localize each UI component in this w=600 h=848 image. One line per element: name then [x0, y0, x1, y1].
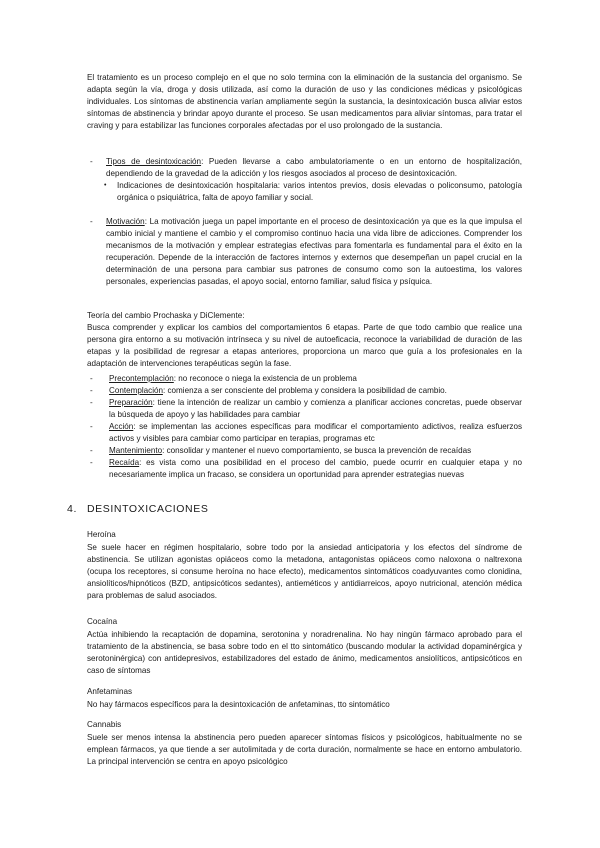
teoria-body-text: Busca comprender y explicar los cambios del comportamientos 6 etapas. Parte de que todo cambio que realice una persona gira entorno a su motivación intrínseca y su nivel de autoeficacia, reconoce la variabilidad de duración de las etapas y la posibilidad de regresar a etapas anteriores, proporciona un marco que guía a los profesionales en la adaptación de intervenciones terapéuticas según la fase.	[87, 323, 522, 368]
bullet-dash: -	[90, 458, 93, 467]
bullet-dash: -	[90, 422, 93, 431]
drug-block-cocaina	[87, 616, 522, 677]
stage-item	[90, 385, 522, 397]
teoria-body	[87, 322, 522, 370]
bullet-dash: -	[90, 398, 93, 407]
stage-item	[90, 397, 522, 421]
stage-text: : consolidar y mantener el nuevo comportamiento, se busca la prevención de recaídas	[162, 446, 472, 455]
drug-title: Anfetaminas	[87, 687, 132, 696]
stage-term: Contemplación	[109, 386, 163, 395]
stage-paragraph	[109, 397, 522, 421]
stage-item	[90, 373, 522, 385]
sub-bullet-marker: •	[104, 182, 107, 189]
stage-item	[90, 445, 522, 457]
stage-item	[90, 457, 522, 481]
indicaciones-text: Indicaciones de desintoxicación hospitalaria: varios intentos previos, dosis elevadas o policonsumo, patología orgánica o psiquiátrica, falta de apoyo familiar y social.	[117, 181, 522, 202]
drug-text: Se suele hacer en régimen hospitalario, sobre todo por la ansiedad anticipatoria y los efectos del síndrome de abstinencia. Se utilizan agonistas opiáceos como la metadona, antagonistas opiáceos como naloxona o naltrexona (ocupa los receptores, si consume heroína no hace efecto), medicamentos sintomáticos coadyuvantes como clonidina, ansiolíticos/hipnóticos (BZD, antipsicóticos sedantes), antieméticos y antidiarreicos, apoyo nutricional, atención médica para problemas de salud asociados.	[87, 543, 522, 600]
bullet-dash: -	[90, 386, 93, 395]
stage-term: Acción	[109, 422, 134, 431]
stage-text: : tiene la intención de realizar un cambio y comienza a planificar acciones concretas, puede observar la búsqueda de apoyo y las habilidades para cambiar	[109, 398, 522, 419]
drug-block-anfetaminas	[87, 686, 522, 711]
stage-paragraph	[109, 457, 522, 481]
teoria-heading	[87, 310, 517, 322]
bullet-dash: -	[90, 217, 93, 226]
drug-text: Suele ser menos intensa la abstinencia pero pueden aparecer síntomas físicos y psicológicos, habitualmente no se emplean fármacos, ya que tiende a ser autolimitada y de corta duración, normalmente se hace en entorno ambulatorio. La principal intervención se centra en apoyo psicológico	[87, 733, 522, 766]
motivacion-text: : La motivación juega un papel importante en el proceso de desintoxicación ya que es la que impulsa el cambio inicial y mantiene el cambio y el compromiso continuo hacia una vida libre de adicciones. Comprender los mecanismos de la motivación y emplear estrategias efectivas para fomentarla es fundamental para el éxito en la recuperación. Depende de la interacción de factores internos y externos que desempeñan un papel crucial en la determinación de una persona para cambiar sus patrones de consumo como son la autoestima, los valores personales, experiencias pasadas, el apoyo social, entorno familiar, salud física y psíquica.	[106, 217, 522, 286]
tipos-term: Tipos de desintoxicación	[106, 157, 202, 166]
stages-list	[90, 373, 522, 481]
drug-title: Cannabis	[87, 720, 122, 729]
drug-text: No hay fármacos específicos para la desintoxicación de anfetaminas, tto sintomático	[87, 700, 390, 709]
stage-text: : es vista como una posibilidad en el proceso del cambio, puede ocurrir en cualquier etapa y no necesariamente implica un fracaso, se considera un oportunidad para aprender estrategias nuevas	[109, 458, 522, 479]
drug-title: Heroína	[87, 530, 116, 539]
stage-text: : comienza a ser consciente del problema y considera la posibilidad de cambio.	[163, 386, 447, 395]
tipos-paragraph	[106, 156, 522, 180]
sub-bullet-indicaciones	[104, 180, 522, 204]
motivacion-term: Motivación	[106, 217, 145, 226]
section-number: 4.	[67, 503, 77, 515]
intro-text: El tratamiento es un proceso complejo en el que no solo termina con la eliminación de la sustancia del organismo. Se adapta según la vía, droga y dosis utilizada, así como la duración de uso y las condiciones médicas y psicológicas individuales. Los síntomas de abstinencia varían ampliamente según la sustancia, la desintoxicación busca aliviar estos síntomas de abstinencia y brindar apoyo durante el proceso. Se usan medicamentos para aliviar síntomas, para tratar el craving y para estabilizar las funciones corporales afectadas por el uso prolongado de la sustancia.	[87, 73, 522, 130]
drug-block-cannabis	[87, 719, 522, 768]
stage-text: : se implementan las acciones específicas para modificar el comportamiento adictivos, realiza esfuerzos activos y visibles para cambiar como participar en terapias, programas etc	[109, 422, 522, 443]
section-title: DESINTOXICACIONES	[87, 503, 209, 515]
bullet-tipos-desintoxicacion	[90, 156, 522, 180]
bullet-dash: -	[90, 446, 93, 455]
stage-term: Mantenimiento	[109, 446, 163, 455]
stage-item	[90, 421, 522, 445]
bullet-dash: -	[90, 157, 93, 166]
drug-text: Actúa inhibiendo la recaptación de dopamina, serotonina y noradrenalina. No hay ningún fármaco aprobado para el tratamiento de la abstinencia, se basa sobre todo en el tto sintomático (buscando modular la actividad dopaminérgica y serotoninérgica) con antidepresivos, estabilizadores del estado de ánimo, medicamentos ansiolíticos, antipsicóticos en caso de síntomas	[87, 630, 522, 675]
stage-paragraph	[109, 373, 522, 385]
bullet-motivacion	[90, 216, 522, 288]
stage-paragraph	[109, 445, 522, 457]
motivacion-paragraph	[106, 216, 522, 288]
drug-block-heroina	[87, 529, 522, 602]
stage-term: Recaída	[109, 458, 140, 467]
section-heading	[67, 503, 517, 515]
tipos-text: : Pueden llevarse a cabo ambulatoriamente o en un entorno de hospitalización, dependiendo de la gravedad de la adicción y los riesgos asociados al proceso de desintoxicación.	[106, 157, 522, 178]
stage-paragraph	[109, 421, 522, 445]
intro-paragraph	[87, 72, 522, 132]
stage-paragraph	[109, 385, 522, 397]
bullet-dash: -	[90, 374, 93, 383]
teoria-heading-text: Teoría del cambio Prochaska y DiClemente:	[87, 311, 245, 320]
stage-text: : no reconoce o niega la existencia de un problema	[173, 374, 357, 383]
stage-term: Precontemplación	[109, 374, 174, 383]
stage-term: Preparación	[109, 398, 153, 407]
drug-title: Cocaína	[87, 617, 118, 626]
